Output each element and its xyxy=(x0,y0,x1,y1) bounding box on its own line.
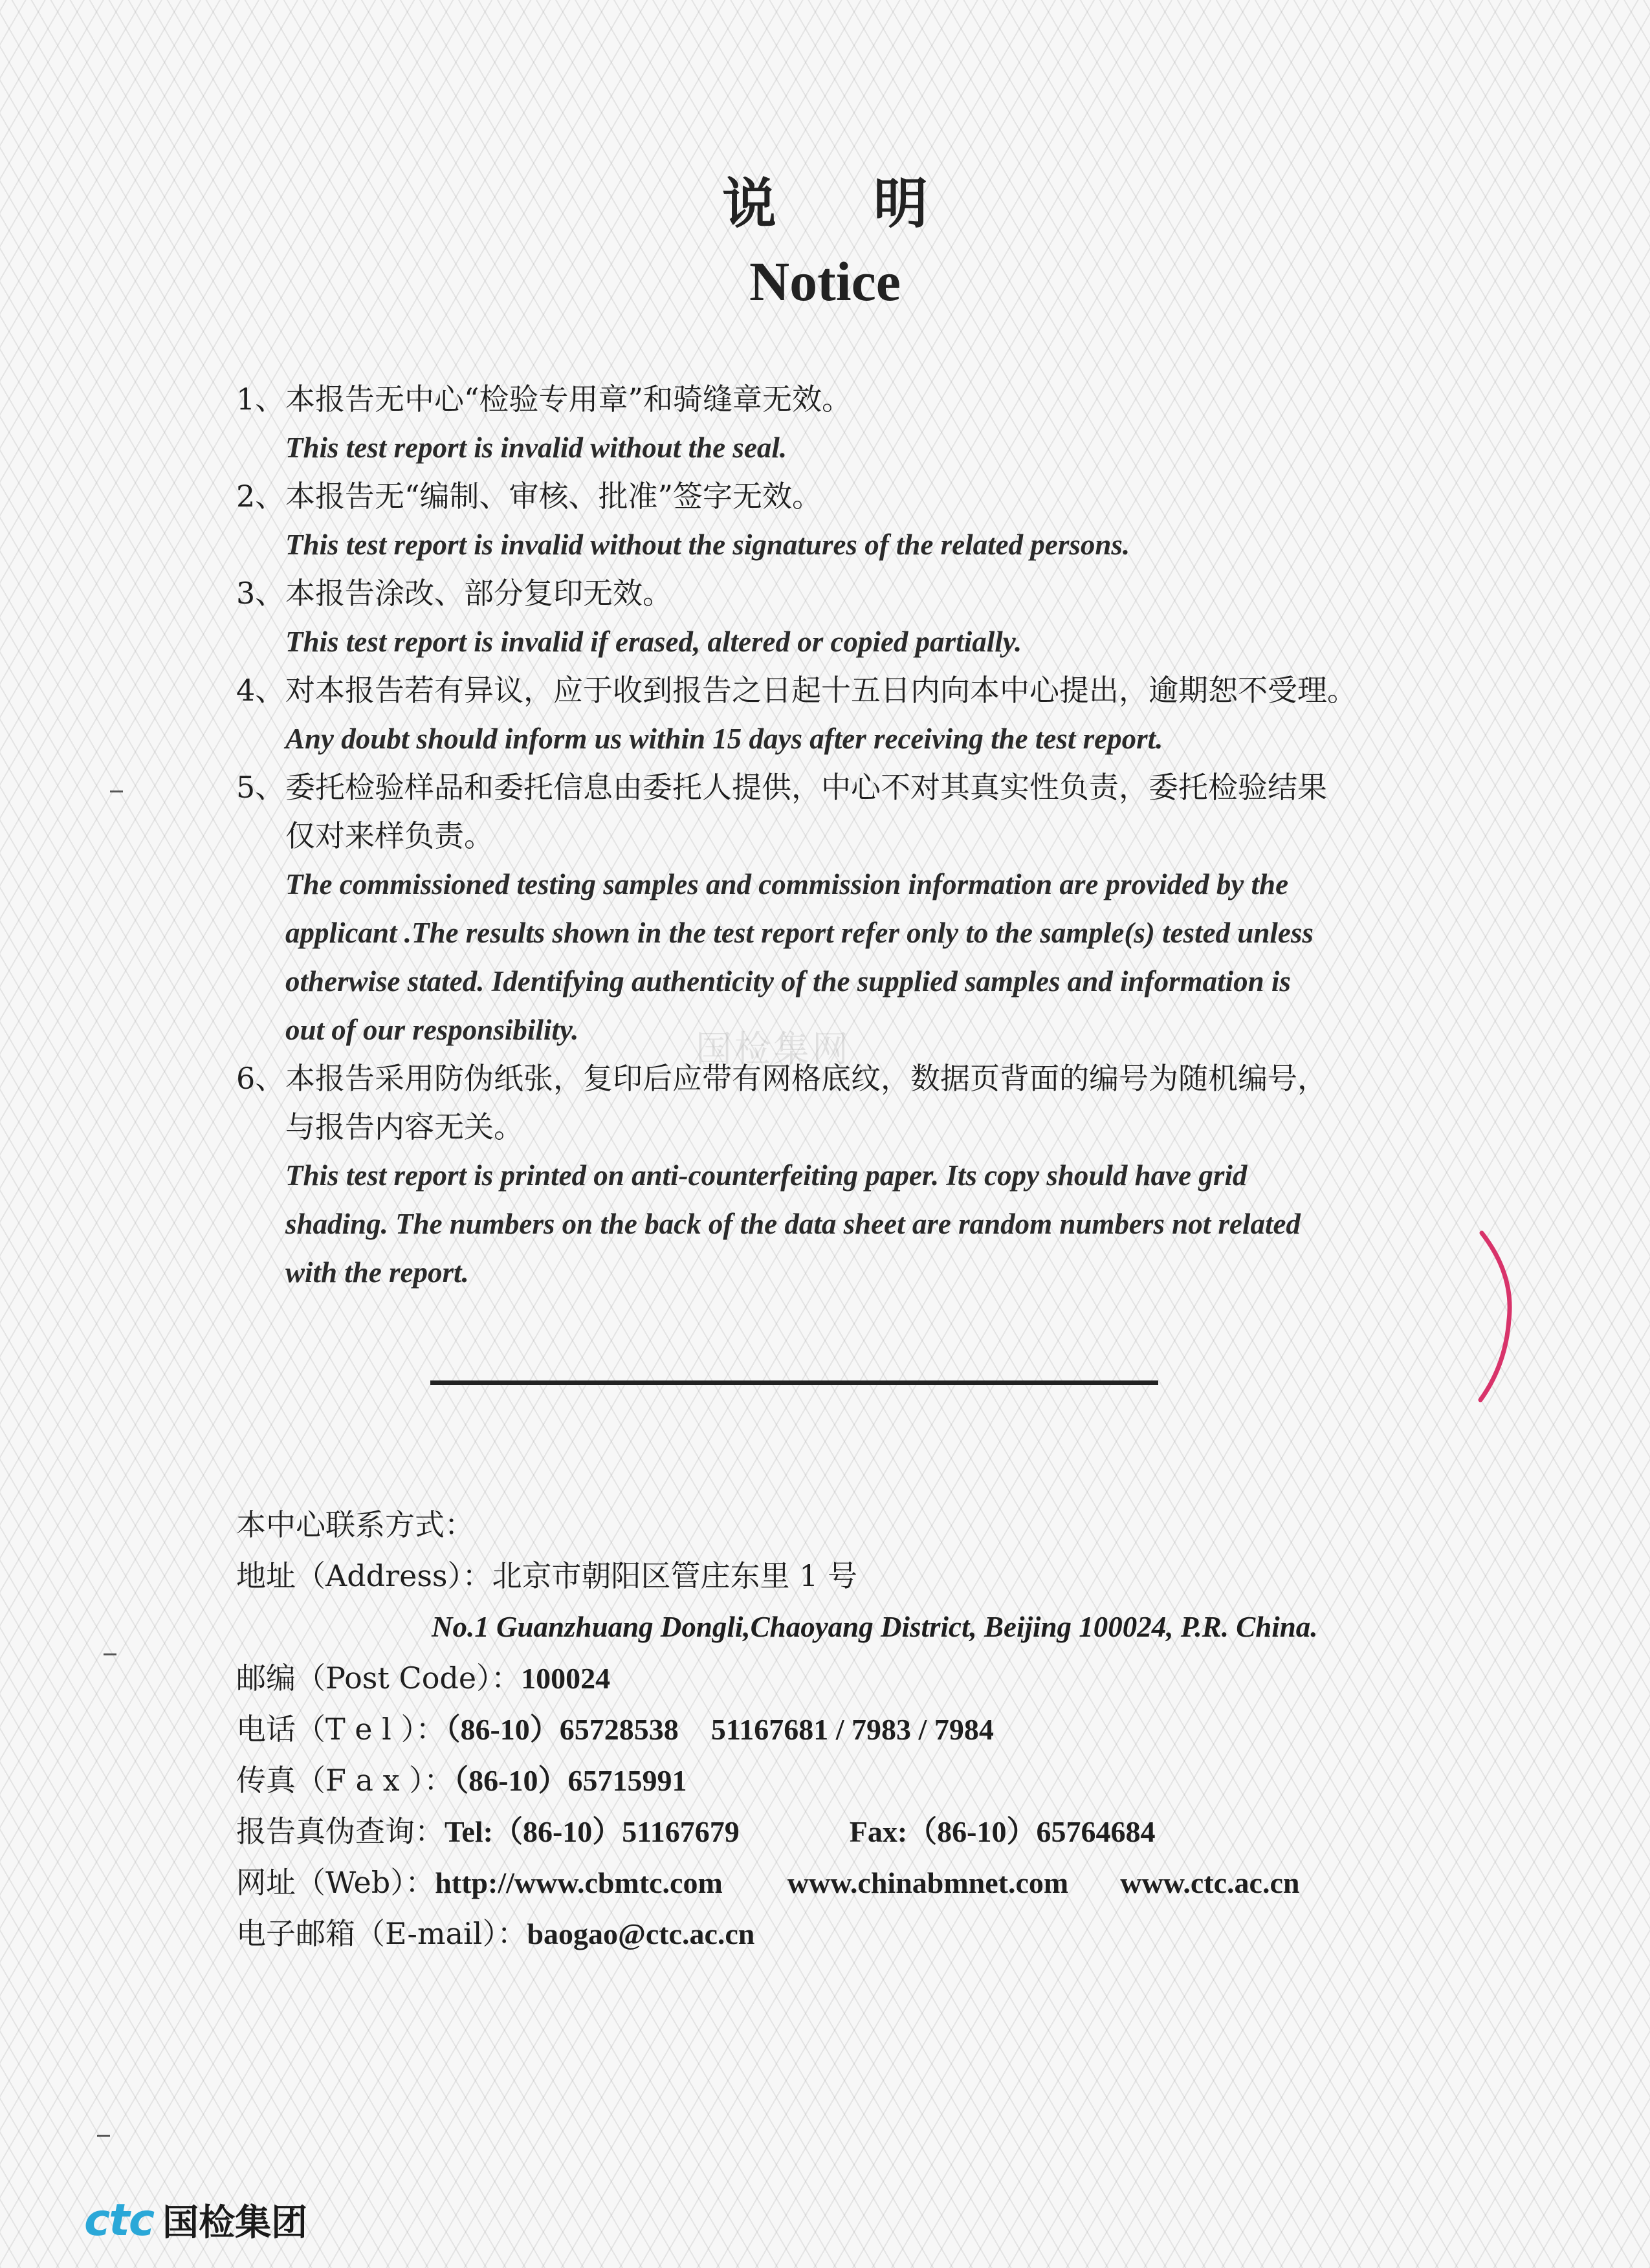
notice-number: 5、 xyxy=(236,770,285,805)
margin-mark xyxy=(97,2135,110,2137)
notice-number: 6、 xyxy=(236,1061,285,1096)
title-english: Notice xyxy=(749,250,901,312)
watermark-text: 国检集网 xyxy=(696,1029,851,1071)
notice-number: 2、 xyxy=(236,479,285,514)
margin-mark xyxy=(110,791,123,792)
notice-number: 3、 xyxy=(236,576,285,611)
email-row xyxy=(236,1908,1530,1959)
notice-text-cn: 仅对来样负责。 xyxy=(285,818,494,853)
notice-text-en: The commissioned testing samples and commission information are provided by the xyxy=(285,868,1289,900)
notice-item xyxy=(236,1054,1466,1297)
notice-text-en: Any doubt should inform us within 15 days after receiving the test report. xyxy=(285,723,1163,755)
web-link-1[interactable]: http://www.cbmtc.com xyxy=(435,1866,723,1899)
verification-tel: Tel:（86-10）51167679 xyxy=(445,1815,740,1848)
web-link-2[interactable]: www.chinabmnet.com xyxy=(787,1866,1069,1899)
address-label: 地址（Address）： xyxy=(236,1558,492,1593)
post-code-label: 邮编（Post Code）： xyxy=(236,1661,522,1696)
notice-list xyxy=(236,375,1466,1297)
web-link-3[interactable]: www.ctc.ac.cn xyxy=(1120,1866,1300,1899)
fax-value: （86-10）65715991 xyxy=(454,1764,687,1797)
address-cn: 北京市朝阳区管庄东里 1 号 xyxy=(492,1558,858,1593)
separator-line xyxy=(430,1380,1158,1385)
fax-label: 传真（F a x ）： xyxy=(236,1763,454,1798)
notice-number: 4、 xyxy=(236,673,285,708)
notice-item xyxy=(236,666,1466,763)
notice-number: 1、 xyxy=(236,382,285,417)
web-label: 网址（Web）： xyxy=(236,1865,435,1900)
notice-item xyxy=(236,569,1466,666)
notice-text-cn: 本报告无中心“检验专用章”和骑缝章无效。 xyxy=(285,382,852,417)
ctc-logo-mark: ctc xyxy=(84,2194,154,2246)
notice-text-cn: 委托检验样品和委托信息由委托人提供，中心不对其真实性负责，委托检验结果 xyxy=(285,770,1327,805)
verification-row xyxy=(236,1806,1530,1857)
contact-section xyxy=(236,1499,1530,1959)
margin-mark xyxy=(104,1653,116,1655)
contact-heading: 本中心联系方式： xyxy=(236,1507,474,1542)
notice-text-en: shading. The numbers on the back of the data sheet are random numbers not related xyxy=(285,1208,1301,1240)
notice-text-cn: 与报告内容无关。 xyxy=(285,1109,523,1144)
notice-item xyxy=(236,375,1466,472)
notice-item xyxy=(236,472,1466,569)
seal-edge-mark xyxy=(1477,1229,1515,1404)
verification-fax: Fax:（86-10）65764684 xyxy=(849,1815,1156,1848)
notice-text-cn: 本报告涂改、部分复印无效。 xyxy=(285,576,672,611)
telephone-value-2: 51167681 / 7983 / 7984 xyxy=(710,1713,994,1746)
ctc-logo-name: 国检集团 xyxy=(162,2202,308,2244)
post-code-value: 100024 xyxy=(521,1662,611,1695)
post-code-row xyxy=(236,1653,1530,1704)
notice-text-cn: 本报告采用防伪纸张，复印后应带有网格底纹，数据页背面的编号为随机编号， xyxy=(285,1061,1327,1096)
notice-text-cn: 对本报告若有异议，应于收到报告之日起十五日内向本中心提出，逾期恕不受理。 xyxy=(285,673,1357,708)
notice-text-en: otherwise stated. Identifying authenticity of the supplied samples and information is xyxy=(285,965,1291,998)
fax-row xyxy=(236,1755,1530,1806)
notice-item xyxy=(236,763,1466,1054)
notice-text-en: This test report is printed on anti-counterfeiting paper. Its copy should have grid xyxy=(285,1159,1248,1192)
notice-text-en: out of our responsibility. xyxy=(285,1014,579,1046)
notice-text-en: applicant .The results shown in the test report refer only to the sample(s) tested unless xyxy=(285,917,1314,949)
email-label: 电子邮箱（E-mail）： xyxy=(236,1916,527,1951)
title-chinese: 说明 xyxy=(721,171,1025,235)
telephone-value: （86-10）65728538 xyxy=(445,1713,679,1746)
address-en: No.1 Guanzhuang Dongli,Chaoyang District, Beijing 100024, P.R. China. xyxy=(432,1611,1318,1643)
web-row xyxy=(236,1857,1530,1908)
notice-text-en: This test report is invalid if erased, altered or copied partially. xyxy=(285,626,1022,658)
address-row xyxy=(236,1551,1530,1602)
telephone-row xyxy=(236,1704,1530,1755)
notice-text-cn: 本报告无“编制、审核、批准”签字无效。 xyxy=(285,479,822,514)
verification-label: 报告真伪查询： xyxy=(236,1814,445,1849)
telephone-label: 电话（T e l ）： xyxy=(236,1712,446,1747)
ctc-logo xyxy=(84,2194,307,2246)
notice-text-en: This test report is invalid without the seal. xyxy=(285,431,787,464)
email-link[interactable]: baogao@ctc.ac.cn xyxy=(527,1917,755,1950)
notice-text-en: This test report is invalid without the signatures of the related persons. xyxy=(285,529,1130,561)
notice-text-en: with the report. xyxy=(285,1256,469,1289)
